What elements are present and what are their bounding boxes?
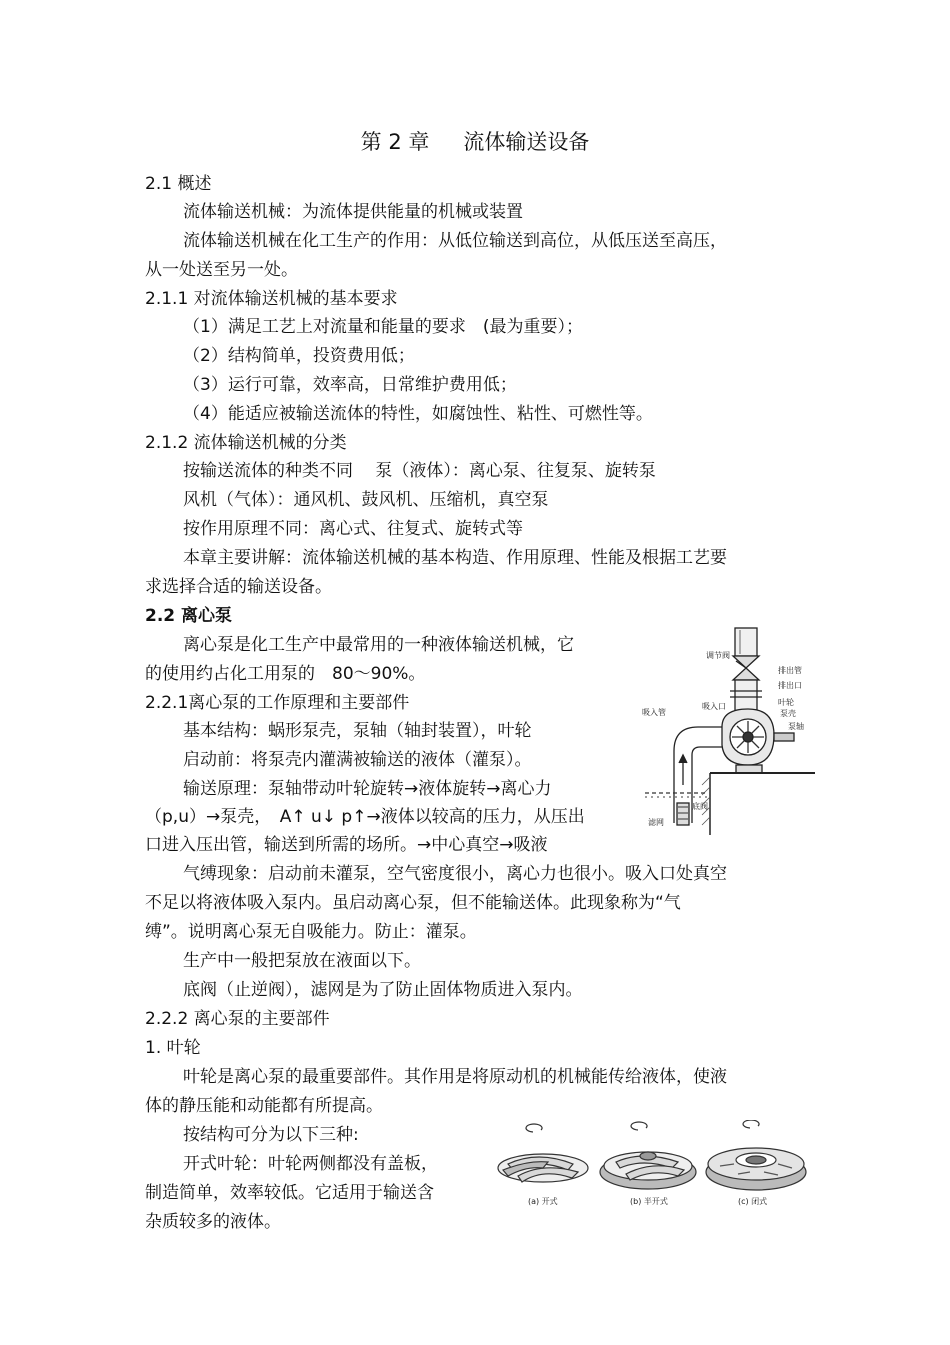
paragraph-line: 基本结构：蜗形泵壳，泵轴（轴封装置），叶轮 (183, 721, 532, 741)
paragraph-line: 求选择合适的输送设备。 (145, 577, 332, 597)
paragraph-line: （p,u）→泵壳， A↑ u↓ p↑→液体以较高的压力，从压出 (145, 807, 585, 827)
paragraph-line: 开式叶轮：叶轮两侧都没有盖板， (183, 1154, 438, 1174)
subsection-heading: 1. 叶轮 (145, 1038, 201, 1058)
paragraph-line: 口进入压出管，输送到所需的场所。→中心真空→吸液 (145, 835, 548, 855)
paragraph-line: 按结构可分为以下三种: (183, 1125, 359, 1145)
caption-open-impeller: (a) 开式 (528, 1197, 558, 1206)
section-heading-2-2-2: 2.2.2 离心泵的主要部件 (145, 1009, 330, 1029)
paragraph-line: 流体输送机械：为流体提供能量的机械或装置 (183, 202, 523, 222)
section-heading-2-2-1: 2.2.1离心泵的工作原理和主要部件 (145, 693, 410, 713)
list-item: （3）运行可靠，效率高，日常维护费用低； (183, 375, 517, 395)
label-impeller: 叶轮 (778, 698, 794, 707)
section-heading-2-1: 2.1 概述 (145, 174, 212, 194)
paragraph-line: 底阀（止逆阀），滤网是为了防止固体物质进入泵内。 (183, 980, 583, 1000)
list-item: （2）结构简单，投资费用低； (183, 346, 415, 366)
list-item: （4）能适应被输送流体的特性，如腐蚀性、粘性、可燃性等。 (183, 404, 653, 424)
impeller-types-figure (488, 1120, 808, 1210)
paragraph-line: 缚”。说明离心泵无自吸能力。防止：灌泵。 (145, 922, 477, 942)
label-regulating-valve: 调节阀 (706, 651, 730, 660)
paragraph-line: 体的静压能和动能都有所提高。 (145, 1096, 383, 1116)
pump-diagram (640, 625, 820, 840)
label-casing: 泵壳 (780, 709, 796, 718)
paragraph-line: 输送原理：泵轴带动叶轮旋转→液体旋转→离心力 (183, 779, 552, 799)
paragraph-line: 风机（气体）：通风机、鼓风机、压缩机，真空泵 (183, 490, 549, 510)
chapter-title (0, 128, 950, 156)
chapter-name: 流体输送设备 (463, 130, 590, 154)
label-discharge-port: 排出口 (778, 681, 802, 690)
paragraph-line: 启动前：将泵壳内灌满被输送的液体（灌泵）。 (183, 750, 532, 770)
list-item: （1）满足工艺上对流量和能量的要求 (最为重要）； (183, 317, 583, 337)
paragraph-line: 从一处送至另一处。 (145, 260, 298, 280)
label-shaft: 泵轴 (788, 722, 804, 731)
paragraph-line: 气缚现象：启动前未灌泵，空气密度很小，离心力也很小。吸入口处真空 (183, 864, 727, 884)
label-foot-valve: 底阀 (692, 802, 708, 811)
paragraph-line: 不足以将液体吸入泵内。虽启动离心泵，但不能输送体。此现象称为“气 (145, 893, 681, 913)
caption-closed-impeller: (c) 闭式 (738, 1197, 768, 1206)
paragraph-line: 的使用约占化工用泵的 80～90%。 (145, 664, 426, 684)
label-screen: 滤网 (648, 818, 664, 827)
section-heading-2-2: 2.2 离心泵 (145, 606, 233, 626)
paragraph-line: 离心泵是化工生产中最常用的一种液体输送机械，它 (183, 635, 574, 655)
paragraph-line: 叶轮是离心泵的最重要部件。其作用是将原动机的机械能传给液体，使液 (183, 1067, 727, 1087)
paragraph-line: 按作用原理不同：离心式、往复式、旋转式等 (183, 519, 523, 539)
paragraph-line: 生产中一般把泵放在液面以下。 (183, 951, 421, 971)
section-heading-2-1-1: 2.1.1 对流体输送机械的基本要求 (145, 289, 398, 309)
label-suction-pipe: 吸入管 (642, 708, 666, 717)
paragraph-line: 制造简单，效率较低。它适用于输送含 (145, 1183, 434, 1203)
label-suction-port: 吸入口 (702, 702, 726, 711)
caption-semi-open-impeller: (b) 半开式 (630, 1197, 668, 1206)
chapter-number: 第 2 章 (360, 130, 430, 154)
label-discharge-pipe: 排出管 (778, 666, 802, 675)
paragraph-line: 流体输送机械在化工生产的作用：从低位输送到高位，从低压送至高压， (183, 231, 727, 251)
paragraph-line: 杂质较多的液体。 (145, 1212, 281, 1232)
section-heading-2-1-2: 2.1.2 流体输送机械的分类 (145, 433, 347, 453)
paragraph-line: 本章主要讲解：流体输送机械的基本构造、作用原理、性能及根据工艺要 (183, 548, 727, 568)
paragraph-line: 按输送流体的种类不同 泵（液体）：离心泵、往复泵、旋转泵 (183, 461, 656, 481)
